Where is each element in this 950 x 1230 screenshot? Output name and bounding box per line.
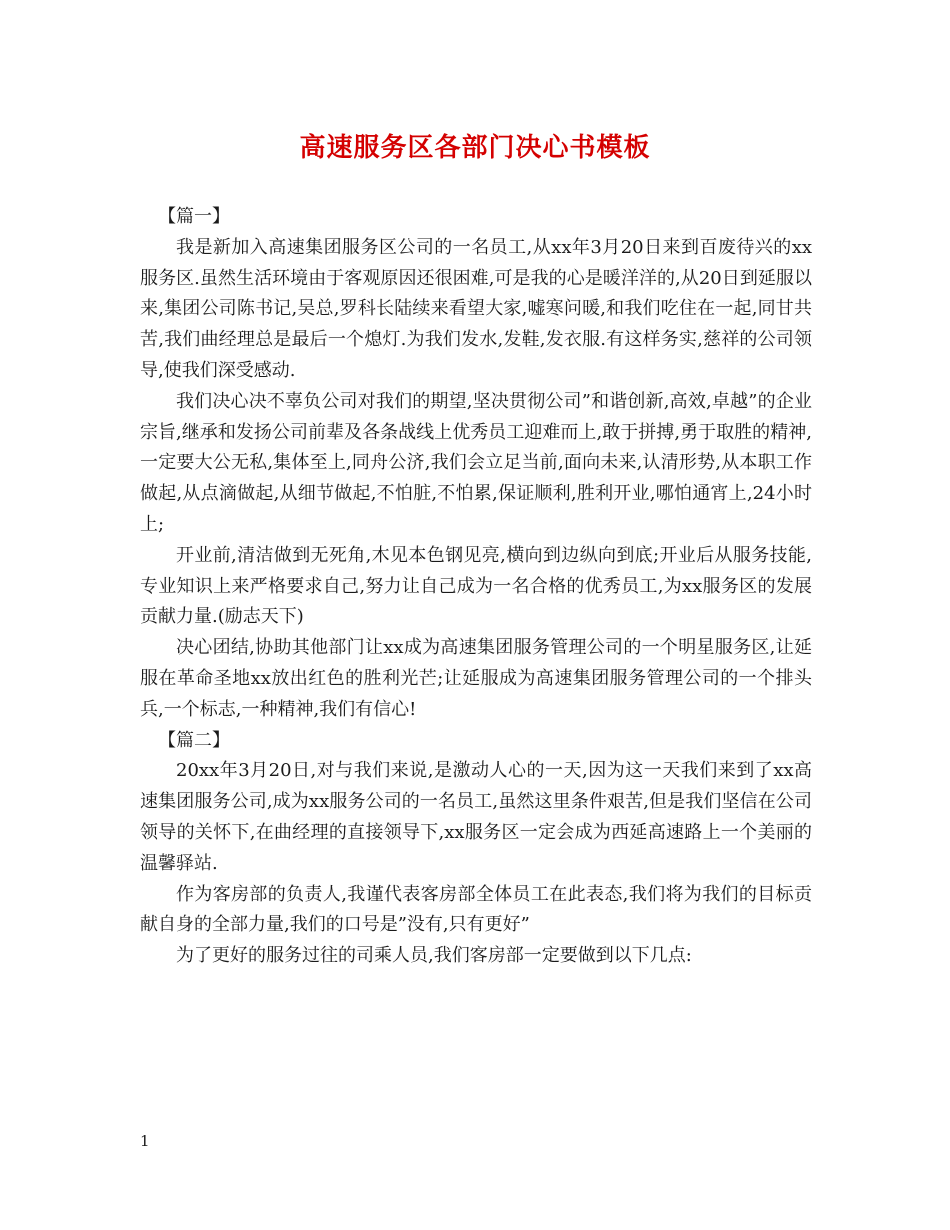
paragraph: 我是新加入高速集团服务区公司的一名员工,从xx年3月20日来到百废待兴的xx服务区.虽然生活环境由于客观原因还很困难,可是我的心是暖洋洋的,从20日到延服以来,集团公司陈书记,吴总,罗科长陆续来看望大家,嘘寒问暖,和我们吃住在一起,同甘共苦,我们曲经理总是最后一个熄灯.为我们发水,发鞋,发衣服.有这样务实,慈祥的公司领导,使我们深受感动. [140, 236, 812, 381]
paragraph: 20xx年3月20日,对与我们来说,是激动人心的一天,因为这一天我们来到了xx高速集团服务公司,成为xx服务公司的一名员工,虽然这里条件艰苦,但是我们坚信在公司领导的关怀下,在曲经理的直接领导下,xx服务区一定会成为西延高速路上一个美丽的温馨驿站. [140, 760, 812, 874]
paragraph: 为了更好的服务过往的司乘人员,我们客房部一定要做到以下几点: [176, 945, 692, 967]
paragraph: 我们决心决不辜负公司对我们的期望,坚决贯彻公司”和谐创新,高效,卓越”的企业宗旨,继承和发扬公司前辈及各条战线上优秀员工迎难而上,敢于拼搏,勇于取胜的精神,一定要大公无私,集体至上,同舟公济,我们会立足当前,面向未来,认清形势,从本职工作做起,从点滴做起,从细节做起,不怕脏,不怕累,保证顺利,胜利开业,哪怕通宵上,24小时上; [140, 390, 812, 535]
page-title: 高速服务区各部门决心书模板 [299, 133, 651, 163]
document-body [140, 202, 812, 972]
paragraph: 决心团结,协助其他部门让xx成为高速集团服务管理公司的一个明星服务区,让延服在革命圣地xx放出红色的胜利光芒;让延服成为高速集团服务管理公司的一个排头兵,一个标志,一种精神,我们有信心! [140, 637, 812, 720]
paragraph: 作为客房部的负责人,我谨代表客房部全体员工在此表态,我们将为我们的目标贡献自身的全部力量,我们的口号是”没有,只有更好” [140, 883, 812, 936]
paragraph: 开业前,清洁做到无死角,木见本色钢见亮,横向到边纵向到底;开业后从服务技能,专业知识上来严格要求自己,努力让自己成为一名合格的优秀员工,为xx服务区的发展贡献力量.(励志天下) [140, 544, 812, 628]
section-heading-2: 【篇二】 [158, 729, 230, 751]
section-heading-1: 【篇一】 [158, 206, 230, 227]
page-number: 1 [140, 1132, 150, 1150]
